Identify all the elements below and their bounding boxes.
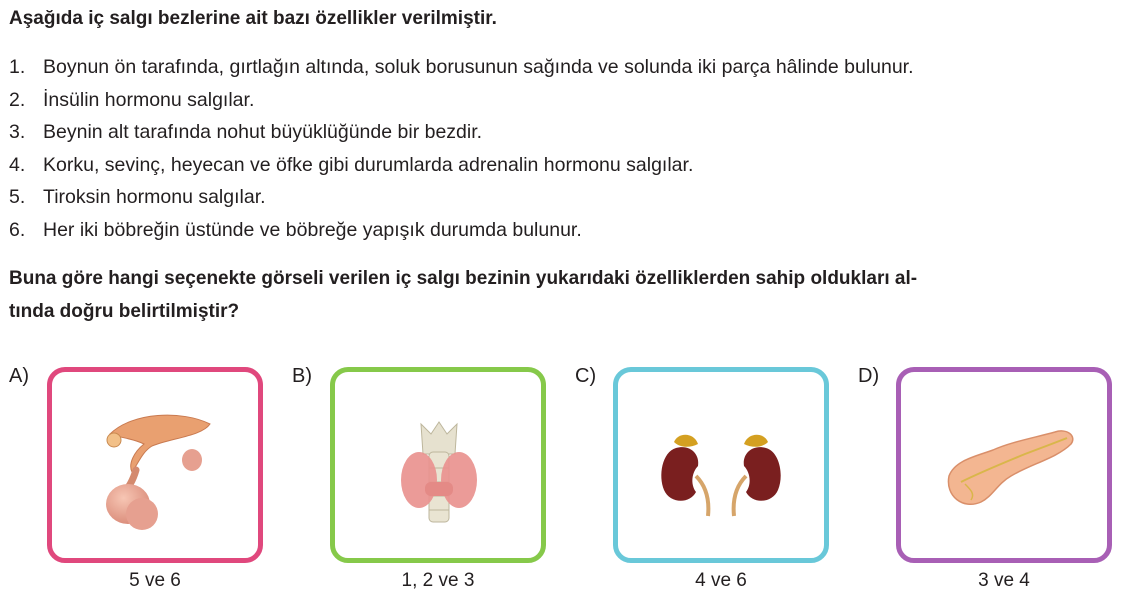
list-item bbox=[9, 84, 914, 117]
option-a-caption: 5 ve 6 bbox=[129, 570, 181, 591]
item-text: Boynun ön tarafında, gırtlağın altında, soluk borusunun sağında ve solunda iki parça hâlinde bulunur. bbox=[43, 56, 914, 78]
list-item bbox=[9, 51, 914, 84]
property-list bbox=[9, 51, 914, 247]
list-item bbox=[9, 149, 914, 182]
option-b-letter: B) bbox=[292, 365, 312, 387]
thyroid-gland-illustration bbox=[335, 372, 541, 558]
item-number: 2. bbox=[9, 88, 26, 111]
item-text: Her iki böbreğin üstünde ve böbreğe yapışık durumda bulunur. bbox=[43, 218, 582, 241]
item-text: Beynin alt tarafında nohut büyüklüğünde bir bezdir. bbox=[43, 121, 483, 144]
item-number: 4. bbox=[9, 153, 26, 176]
item-number: 5. bbox=[9, 186, 26, 209]
question-line-2: tında doğru belirtilmiştir? bbox=[9, 301, 240, 322]
question-intro: Aşağıda iç salgı bezlerine ait bazı özellikler verilmiştir. bbox=[9, 8, 497, 29]
option-c-caption: 4 ve 6 bbox=[695, 570, 747, 591]
adrenal-glands-kidneys-illustration bbox=[618, 372, 824, 558]
option-c-frame[interactable] bbox=[613, 367, 829, 563]
pancreas-illustration bbox=[901, 372, 1107, 558]
option-d-caption: 3 ve 4 bbox=[978, 570, 1030, 591]
option-b-frame[interactable] bbox=[330, 367, 546, 563]
question-stem bbox=[9, 262, 1109, 328]
option-d-letter: D) bbox=[858, 365, 880, 387]
option-b-caption: 1, 2 ve 3 bbox=[401, 570, 475, 591]
question-line-1: Buna göre hangi seçenekte görseli verilen iç salgı bezinin yukarıdaki özelliklerden sahip oldukları al- bbox=[9, 268, 918, 289]
item-number: 6. bbox=[9, 218, 26, 241]
item-text: İnsülin hormonu salgılar. bbox=[43, 88, 255, 111]
list-item bbox=[9, 214, 914, 247]
item-number: 1. bbox=[9, 56, 26, 78]
option-c-letter: C) bbox=[575, 365, 597, 387]
item-text: Korku, sevinç, heyecan ve öfke gibi durumlarda adrenalin hormonu salgılar. bbox=[43, 153, 694, 176]
pituitary-gland-illustration bbox=[52, 372, 258, 558]
list-item bbox=[9, 116, 914, 149]
list-item bbox=[9, 181, 914, 214]
item-number: 3. bbox=[9, 121, 26, 144]
option-a-letter: A) bbox=[9, 365, 29, 387]
option-a-frame[interactable] bbox=[47, 367, 263, 563]
option-d-frame[interactable] bbox=[896, 367, 1112, 563]
item-text: Tiroksin hormonu salgılar. bbox=[43, 186, 266, 209]
